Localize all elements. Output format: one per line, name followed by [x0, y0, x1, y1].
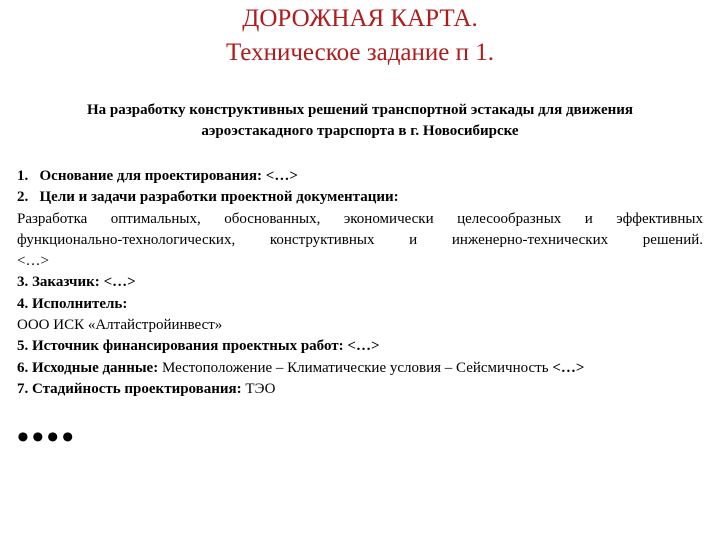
item-label: Стадийность проектирования: — [32, 380, 242, 397]
item-label: Цели и задачи разработки проектной документации: — [39, 189, 399, 206]
item-number: 1. — [17, 168, 29, 184]
item-number: 3. — [17, 274, 29, 291]
item-label: Источник финансирования проектных работ: — [32, 338, 344, 355]
item-label: Основание для проектирования: — [39, 168, 263, 184]
list-item-contractor — [17, 294, 703, 315]
title-line-1: ДОРОЖНАЯ КАРТА. — [242, 5, 478, 32]
goals-text-line-1: Разработка оптимальных, обоснованных, экономически целесообразных и эффективных — [17, 210, 703, 227]
title-line-2: Техническое задание п 1. — [225, 39, 495, 66]
item-placeholder: <…> — [347, 338, 380, 355]
subtitle-line-1: На разработку конструктивных решений транспортной эстакады для движения — [86, 102, 634, 118]
list-item-funding — [17, 336, 703, 357]
item-placeholder: <…> — [552, 359, 585, 376]
list-item-goals — [17, 187, 703, 208]
item-label: Исполнитель: — [32, 295, 128, 312]
item-number: 5. — [17, 338, 29, 355]
document-title — [0, 2, 720, 70]
goals-placeholder: <…> — [17, 253, 49, 270]
item-number: 6. — [17, 359, 29, 376]
continuation-dots: •••• — [17, 419, 77, 456]
item-number: 2. — [17, 189, 29, 206]
requirements-list — [17, 166, 703, 400]
list-item-source-data — [17, 358, 703, 379]
subtitle-line-2: аэроэстакадного трарспорта в г. Новосибирске — [201, 123, 519, 139]
goals-text-line-2: функционально-технологических, конструктивных и инженерно-технических решений. — [17, 231, 703, 248]
item-value: Местоположение – Климатические условия – Сейсмичность — [161, 359, 549, 376]
list-item-customer — [17, 272, 703, 293]
item-label: Исходные данные: — [32, 359, 159, 376]
item-value: ТЭО — [245, 380, 276, 397]
item-label: Заказчик: — [32, 274, 100, 291]
list-item-design-stage — [17, 379, 703, 400]
document-subtitle — [30, 100, 690, 142]
list-item-basis — [17, 166, 703, 187]
item-placeholder: <…> — [103, 274, 136, 291]
contractor-name: ООО ИСК «Алтайстройинвест» — [17, 317, 223, 334]
item-number: 4. — [17, 295, 29, 312]
item-placeholder: <…> — [265, 168, 298, 184]
item-number: 7. — [17, 380, 29, 397]
